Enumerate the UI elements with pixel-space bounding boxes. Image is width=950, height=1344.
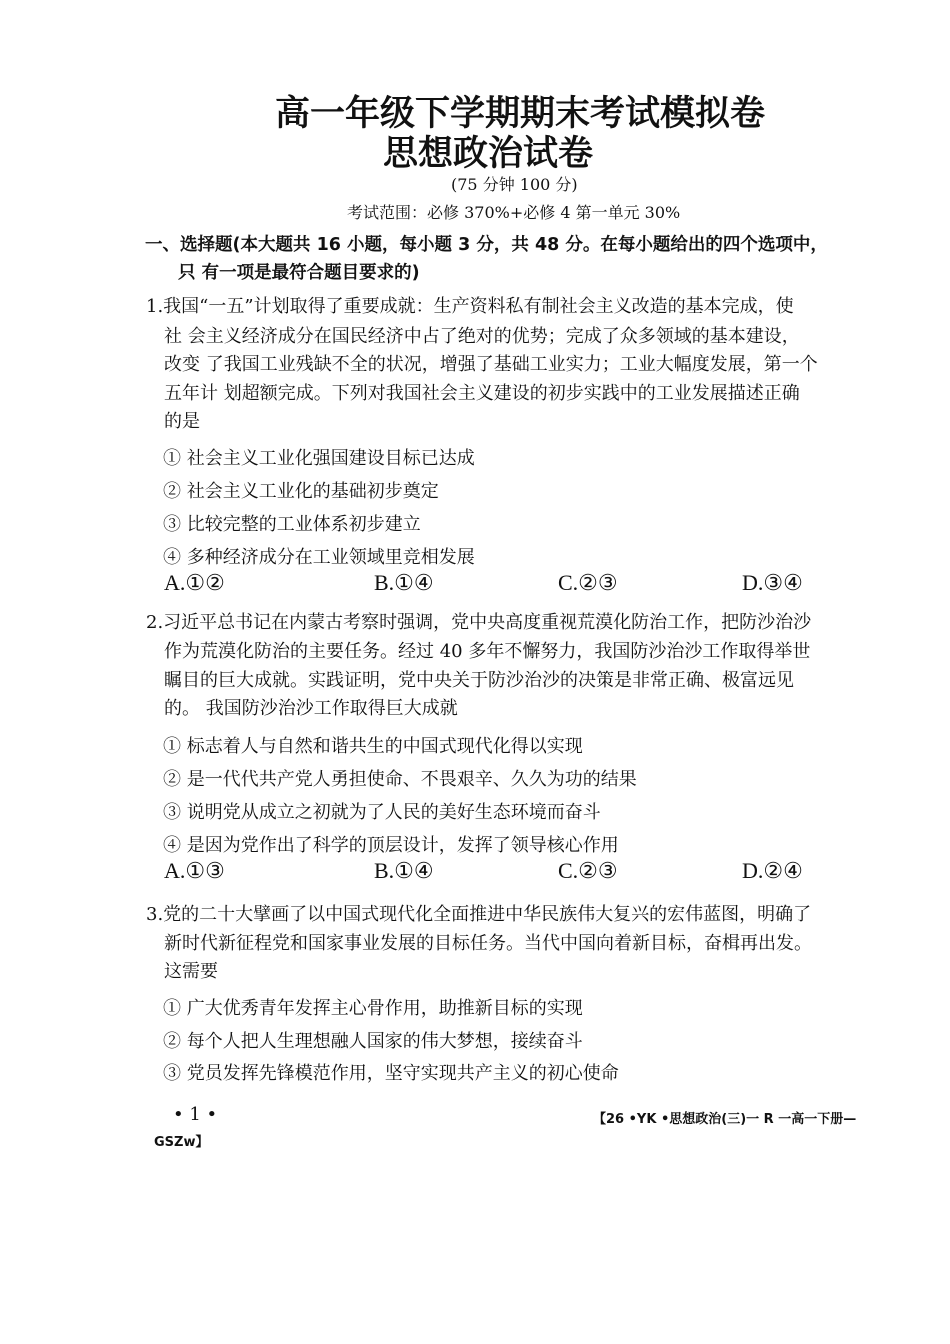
paper-code-continued: GSZw】 (154, 1135, 209, 1150)
question-1-statement: ① 社会主义工业化强国建设目标已达成 (163, 448, 475, 469)
question-2-statement: ② 是一代代共产党人勇担使命、不畏艰辛、久久为功的结果 (163, 769, 637, 790)
question-2-line: 2.习近平总书记在内蒙古考察时强调，党中央高度重视荒漠化防治工作，把防沙治沙 (146, 612, 812, 633)
question-1-choice-c: C.②③ (558, 570, 618, 595)
question-1-choice-a: A.①② (164, 570, 225, 595)
question-1-statement: ③ 比较完整的工业体系初步建立 (163, 514, 421, 535)
question-3-statement: ② 每个人把人生理想融人国家的伟大梦想，接续奋斗 (163, 1031, 583, 1052)
question-1-statement: ④ 多种经济成分在工业领域里竞相发展 (163, 547, 475, 568)
question-2-statement: ④ 是因为党作出了科学的顶层设计，发挥了领导核心作用 (163, 835, 619, 856)
question-2-statement: ③ 说明党从成立之初就为了人民的美好生态环境而奋斗 (163, 802, 601, 823)
page-number: • 1 • (173, 1104, 218, 1125)
question-3-statement: ① 广大优秀青年发挥主心骨作用，助推新目标的实现 (163, 998, 583, 1019)
paper-title: 高一年级下学期期末考试模拟卷 (275, 94, 766, 134)
question-1-line: 社 会主义经济成分在国民经济中占了绝对的优势；完成了众多领域的基本建设， (164, 326, 800, 347)
exam-scope: 考试范围：必修 370%+必修 4 第一单元 30% (347, 203, 681, 222)
exam-duration: (75 分钟 100 分) (451, 175, 578, 194)
question-2-line: 瞩目的巨大成就。实践证明，党中央关于防沙治沙的决策是非常正确、极富远见 (164, 670, 794, 691)
question-2-statement: ① 标志着人与自然和谐共生的中国式现代化得以实现 (163, 736, 583, 757)
question-3-line: 这需要 (164, 961, 218, 982)
question-2-choice-c: C.②③ (558, 858, 618, 883)
section-heading-line1: 一、选择题(本大题共 16 小题，每小题 3 分，共 48 分。在每小题给出的四个选项中， (145, 235, 828, 255)
question-2-choice-a: A.①③ (164, 858, 225, 883)
question-1-statement: ② 社会主义工业化的基础初步奠定 (163, 481, 439, 502)
question-3-statement: ③ 党员发挥先锋模范作用，坚守实现共产主义的初心使命 (163, 1063, 619, 1084)
question-1-line: 的是 (164, 411, 200, 432)
question-1-choice-d: D.③④ (742, 570, 803, 595)
section-heading-line2: 只 有一项是最符合题目要求的) (178, 263, 420, 283)
question-1-choice-b: B.①④ (374, 570, 434, 595)
question-3-line: 3.党的二十大擘画了以中国式现代化全面推进中华民族伟大复兴的宏伟蓝图，明确了 (146, 904, 812, 925)
question-1-line: 1.我国“一五”计划取得了重要成就：生产资料私有制社会主义改造的基本完成，使 (146, 296, 794, 317)
question-2-line: 的。 我国防沙治沙工作取得巨大成就 (164, 698, 458, 719)
question-1-line: 五年计 划超额完成。下列对我国社会主义建设的初步实践中的工业发展描述正确 (164, 383, 800, 404)
question-2-line: 作为荒漠化防治的主要任务。经过 40 多年不懈努力，我国防沙治沙工作取得举世 (164, 641, 811, 662)
question-3-line: 新时代新征程党和国家事业发展的目标任务。当代中国向着新目标，奋楫再出发。 (164, 933, 812, 954)
paper-subtitle: 思想政治试卷 (383, 134, 594, 174)
question-2-choice-d: D.②④ (742, 858, 803, 883)
question-1-line: 改变 了我国工业残缺不全的状况，增强了基础工业实力；工业大幅度发展，第一个 (164, 354, 818, 375)
question-2-choice-b: B.①④ (374, 858, 434, 883)
paper-code: 【26 •YK •思想政治(三)一 R 一高一下册— (593, 1112, 857, 1127)
